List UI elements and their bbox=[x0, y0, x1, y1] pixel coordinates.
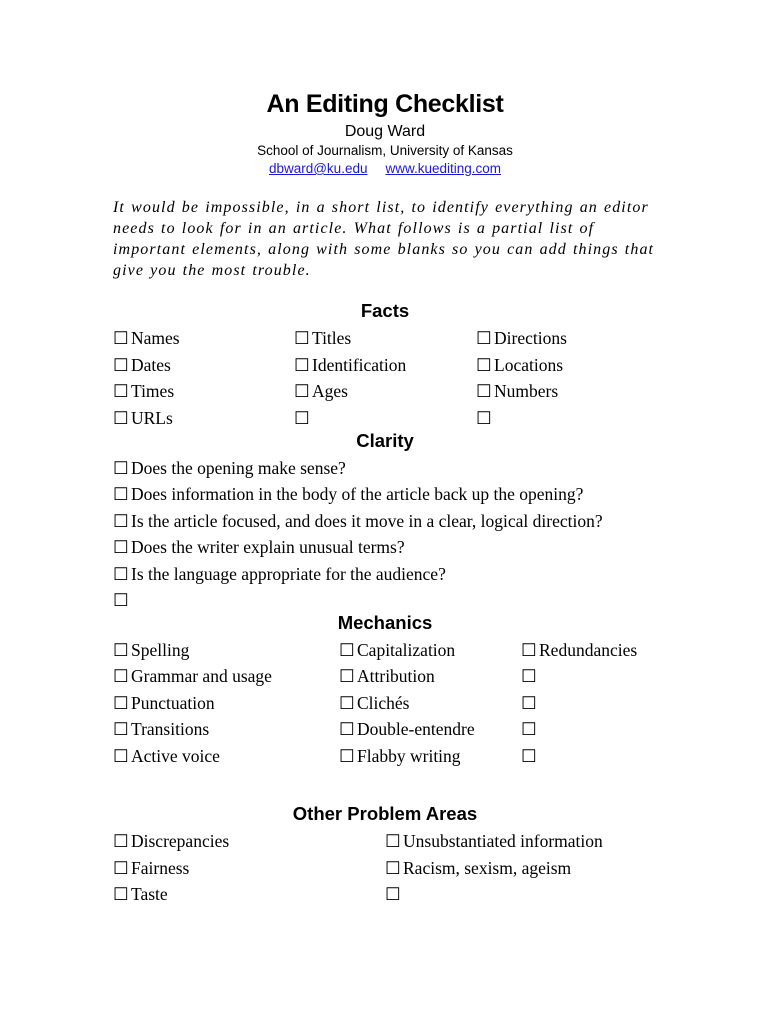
facts-heading: Facts bbox=[360, 300, 410, 321]
checklist-item[interactable] bbox=[113, 693, 215, 713]
checklist-item-blank[interactable] bbox=[521, 666, 539, 686]
checklist-item[interactable] bbox=[476, 328, 567, 348]
item-label: Punctuation bbox=[131, 693, 215, 713]
checklist-item[interactable] bbox=[113, 831, 229, 851]
checkbox-icon: ☐ bbox=[385, 831, 401, 851]
item-label: Transitions bbox=[131, 719, 210, 739]
checklist-item[interactable] bbox=[113, 484, 583, 504]
checklist-item[interactable] bbox=[113, 408, 173, 428]
item-label: Flabby writing bbox=[357, 746, 461, 766]
checkbox-icon: ☐ bbox=[113, 666, 129, 686]
checkbox-icon: ☐ bbox=[339, 719, 355, 739]
checkbox-icon: ☐ bbox=[113, 858, 129, 878]
checkbox-icon: ☐ bbox=[113, 511, 129, 531]
checkbox-icon: ☐ bbox=[113, 408, 129, 428]
checklist-item[interactable] bbox=[339, 719, 475, 739]
school-affiliation: School of Journalism, University of Kansas bbox=[257, 143, 513, 158]
checklist-item[interactable] bbox=[113, 884, 168, 904]
checkbox-icon: ☐ bbox=[113, 640, 129, 660]
checklist-item[interactable] bbox=[294, 381, 348, 401]
checklist-item[interactable] bbox=[476, 355, 563, 375]
checklist-item-blank[interactable] bbox=[521, 693, 539, 713]
checkbox-icon: ☐ bbox=[113, 590, 129, 610]
checklist-item-blank[interactable] bbox=[113, 590, 131, 610]
checkbox-icon: ☐ bbox=[521, 693, 537, 713]
website-link[interactable]: www.kuediting.com bbox=[385, 161, 502, 176]
checklist-item[interactable] bbox=[113, 328, 180, 348]
item-label: Discrepancies bbox=[131, 831, 230, 851]
contact-links bbox=[0, 161, 770, 176]
author-name: Doug Ward bbox=[344, 123, 426, 140]
item-label: Racism, sexism, ageism bbox=[403, 858, 572, 878]
checkbox-icon: ☐ bbox=[385, 884, 401, 904]
checklist-item-blank[interactable] bbox=[385, 884, 403, 904]
checkbox-icon: ☐ bbox=[339, 666, 355, 686]
checkbox-icon: ☐ bbox=[521, 746, 537, 766]
checkbox-icon: ☐ bbox=[476, 408, 492, 428]
item-label: Numbers bbox=[494, 381, 559, 401]
mechanics-heading: Mechanics bbox=[337, 612, 433, 633]
intro-paragraph: It would be impossible, in a short list, to identify everything an editor needs to look for in an article. What follows is a partial list of important elements, along with some blanks so you can add things that give you the most trouble. bbox=[113, 199, 655, 279]
checklist-item[interactable] bbox=[113, 537, 405, 557]
other-problem-areas-heading: Other Problem Areas bbox=[292, 803, 478, 824]
item-label: Taste bbox=[131, 884, 168, 904]
checklist-item[interactable] bbox=[476, 381, 558, 401]
item-label: Locations bbox=[494, 355, 564, 375]
email-link[interactable]: dbward@ku.edu bbox=[268, 161, 368, 176]
checkbox-icon: ☐ bbox=[113, 355, 129, 375]
checkbox-icon: ☐ bbox=[294, 408, 310, 428]
checklist-item[interactable] bbox=[113, 719, 209, 739]
item-label: Dates bbox=[131, 355, 171, 375]
checkbox-icon: ☐ bbox=[339, 693, 355, 713]
item-label: Unsubstantiated information bbox=[403, 831, 603, 851]
checklist-item-blank[interactable] bbox=[294, 408, 312, 428]
checkbox-icon: ☐ bbox=[476, 328, 492, 348]
checklist-item[interactable] bbox=[339, 640, 455, 660]
checkbox-icon: ☐ bbox=[339, 746, 355, 766]
item-label: Does the opening make sense? bbox=[131, 458, 346, 478]
checklist-item[interactable] bbox=[113, 458, 346, 478]
item-label: Capitalization bbox=[357, 640, 456, 660]
item-label: URLs bbox=[131, 408, 173, 428]
checkbox-icon: ☐ bbox=[113, 328, 129, 348]
checkbox-icon: ☐ bbox=[521, 640, 537, 660]
checklist-item[interactable] bbox=[113, 640, 189, 660]
checkbox-icon: ☐ bbox=[113, 719, 129, 739]
item-label: Titles bbox=[312, 328, 352, 348]
page-title: An Editing Checklist bbox=[266, 90, 504, 118]
checklist-item[interactable] bbox=[294, 328, 351, 348]
checkbox-icon: ☐ bbox=[113, 564, 129, 584]
item-label: Active voice bbox=[131, 746, 220, 766]
checklist-item[interactable] bbox=[113, 858, 189, 878]
checklist-item-blank[interactable] bbox=[476, 408, 494, 428]
checkbox-icon: ☐ bbox=[113, 746, 129, 766]
item-label: Directions bbox=[494, 328, 567, 348]
item-label: Fairness bbox=[131, 858, 190, 878]
checkbox-icon: ☐ bbox=[113, 884, 129, 904]
checkbox-icon: ☐ bbox=[476, 355, 492, 375]
checklist-item[interactable] bbox=[385, 831, 603, 851]
checkbox-icon: ☐ bbox=[113, 458, 129, 478]
checklist-item[interactable] bbox=[339, 746, 461, 766]
checklist-item[interactable] bbox=[339, 666, 435, 686]
checkbox-icon: ☐ bbox=[113, 484, 129, 504]
checklist-item-blank[interactable] bbox=[521, 746, 539, 766]
checkbox-icon: ☐ bbox=[294, 381, 310, 401]
checklist-item[interactable] bbox=[113, 511, 603, 531]
checkbox-icon: ☐ bbox=[294, 355, 310, 375]
item-label: Times bbox=[131, 381, 175, 401]
checkbox-icon: ☐ bbox=[385, 858, 401, 878]
item-label: Double-entendre bbox=[357, 719, 475, 739]
checkbox-icon: ☐ bbox=[476, 381, 492, 401]
checkbox-icon: ☐ bbox=[294, 328, 310, 348]
checkbox-icon: ☐ bbox=[339, 640, 355, 660]
checklist-item[interactable] bbox=[113, 355, 171, 375]
item-label: Names bbox=[131, 328, 180, 348]
checklist-item[interactable] bbox=[113, 381, 174, 401]
checkbox-icon: ☐ bbox=[113, 381, 129, 401]
item-label: Identification bbox=[312, 355, 407, 375]
item-label: Is the language appropriate for the audience? bbox=[131, 564, 446, 584]
checklist-item[interactable] bbox=[521, 640, 637, 660]
checklist-item[interactable] bbox=[385, 858, 571, 878]
clarity-heading: Clarity bbox=[356, 430, 414, 451]
checklist-item[interactable] bbox=[113, 746, 220, 766]
checklist-item-blank[interactable] bbox=[521, 719, 539, 739]
checkbox-icon: ☐ bbox=[521, 719, 537, 739]
item-label: Attribution bbox=[357, 666, 435, 686]
item-label: Does the writer explain unusual terms? bbox=[131, 537, 405, 557]
item-label: Spelling bbox=[131, 640, 190, 660]
checklist-item[interactable] bbox=[294, 355, 406, 375]
item-label: Clichés bbox=[357, 693, 410, 713]
checkbox-icon: ☐ bbox=[113, 831, 129, 851]
item-label: Redundancies bbox=[539, 640, 638, 660]
checklist-item[interactable] bbox=[339, 693, 410, 713]
checkbox-icon: ☐ bbox=[113, 693, 129, 713]
checklist-item[interactable] bbox=[113, 666, 272, 686]
checklist-item[interactable] bbox=[113, 564, 446, 584]
item-label: Grammar and usage bbox=[131, 666, 272, 686]
item-label: Is the article focused, and does it move in a clear, logical direction? bbox=[131, 511, 603, 531]
checkbox-icon: ☐ bbox=[521, 666, 537, 686]
checkbox-icon: ☐ bbox=[113, 537, 129, 557]
item-label: Does information in the body of the article back up the opening? bbox=[131, 484, 584, 504]
item-label: Ages bbox=[312, 381, 348, 401]
